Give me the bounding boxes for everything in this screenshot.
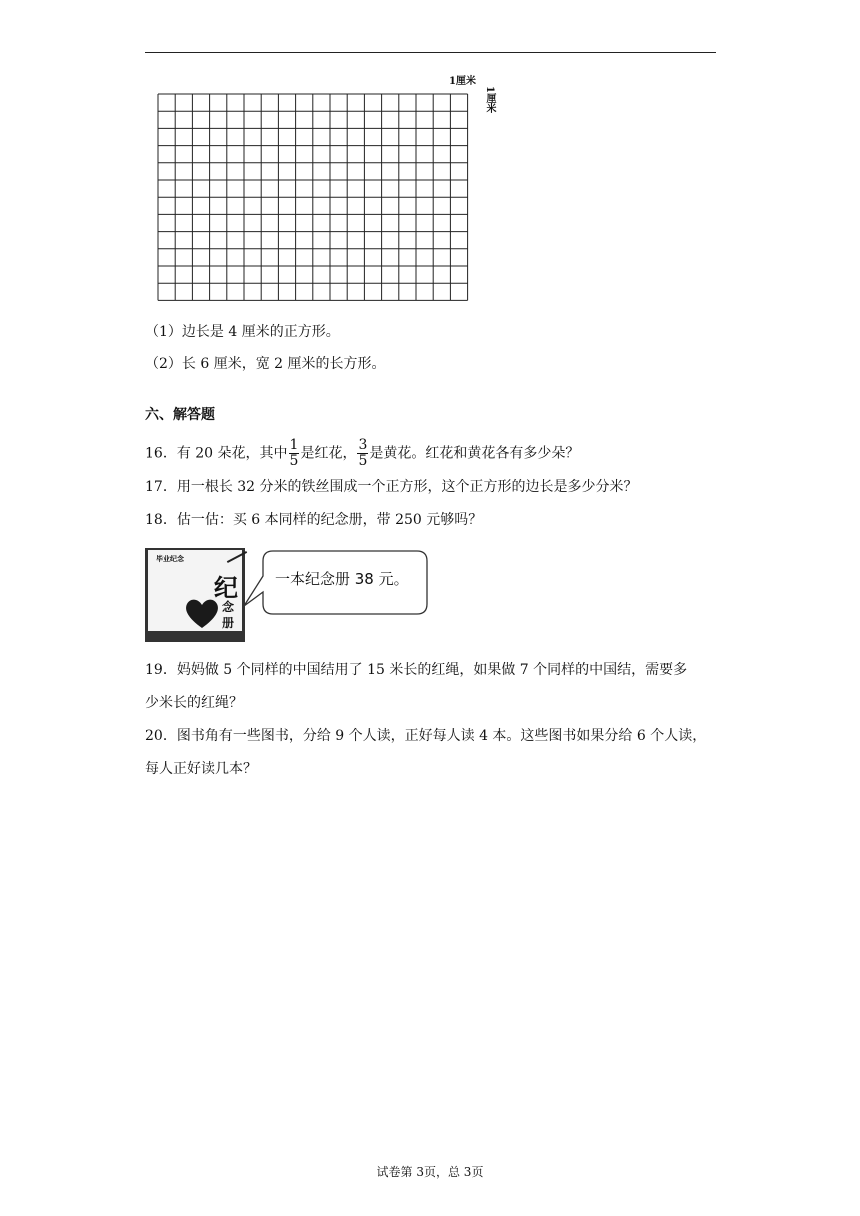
q16-text-2: 是红花， — [300, 445, 357, 462]
souvenir-album-image — [145, 548, 245, 642]
album-char-ce: 册 — [222, 616, 235, 630]
question-20-line-1: 20．图书角有一些图书，分给 9 个人读，正好每人读 4 本。这些图书如果分给 6 个人读， — [145, 728, 707, 744]
album-char-nian: 念 — [222, 600, 235, 614]
grid-unit-vertical-label: 1厘米 — [484, 86, 495, 113]
fraction-one-fifth — [289, 438, 300, 469]
grid-unit-horizontal-label: 1厘米 — [449, 76, 476, 87]
question-17: 17．用一根长 32 分米的铁丝围成一个正方形，这个正方形的边长是多少分米？ — [145, 479, 638, 495]
question-20-line-2: 每人正好读几本？ — [145, 761, 257, 777]
heart-icon — [184, 596, 220, 630]
page-footer: 试卷第 3页，总 3页 — [376, 1165, 484, 1179]
task-2: （2）长 6 厘米，宽 2 厘米的长方形。 — [145, 356, 386, 372]
grid-lines — [157, 93, 469, 305]
fraction-numerator: 1 — [289, 437, 299, 453]
speech-bubble-text: 一本纪念册 38 元。 — [275, 570, 409, 588]
question-16 — [145, 438, 579, 469]
question-18-illustration — [145, 548, 430, 644]
fraction-numerator: 3 — [358, 437, 368, 453]
question-18: 18．估一估：买 6 本同样的纪念册，带 250 元够吗？ — [145, 512, 483, 528]
fraction-three-fifths — [357, 438, 368, 469]
section-heading: 六、解答题 — [145, 407, 215, 423]
q16-text-1: 16．有 20 朵花，其中 — [145, 445, 288, 462]
question-19-line-2: 少米长的红绳？ — [145, 695, 243, 711]
album-char-ji: 纪 — [214, 574, 238, 602]
question-19-line-1: 19．妈妈做 5 个同样的中国结用了 15 米长的红绳，如果做 7 个同样的中国结，需要多 — [145, 662, 688, 678]
task-1: （1）边长是 4 厘米的正方形。 — [145, 324, 340, 340]
centimeter-grid — [157, 93, 469, 305]
header-rule — [145, 52, 716, 53]
fraction-denominator: 5 — [289, 453, 299, 469]
album-tag: 毕业纪念 — [156, 555, 184, 563]
q16-text-3: 是黄花。红花和黄花各有多少朵？ — [369, 445, 580, 462]
album-bottom-band — [148, 631, 242, 639]
fraction-denominator: 5 — [358, 453, 368, 469]
